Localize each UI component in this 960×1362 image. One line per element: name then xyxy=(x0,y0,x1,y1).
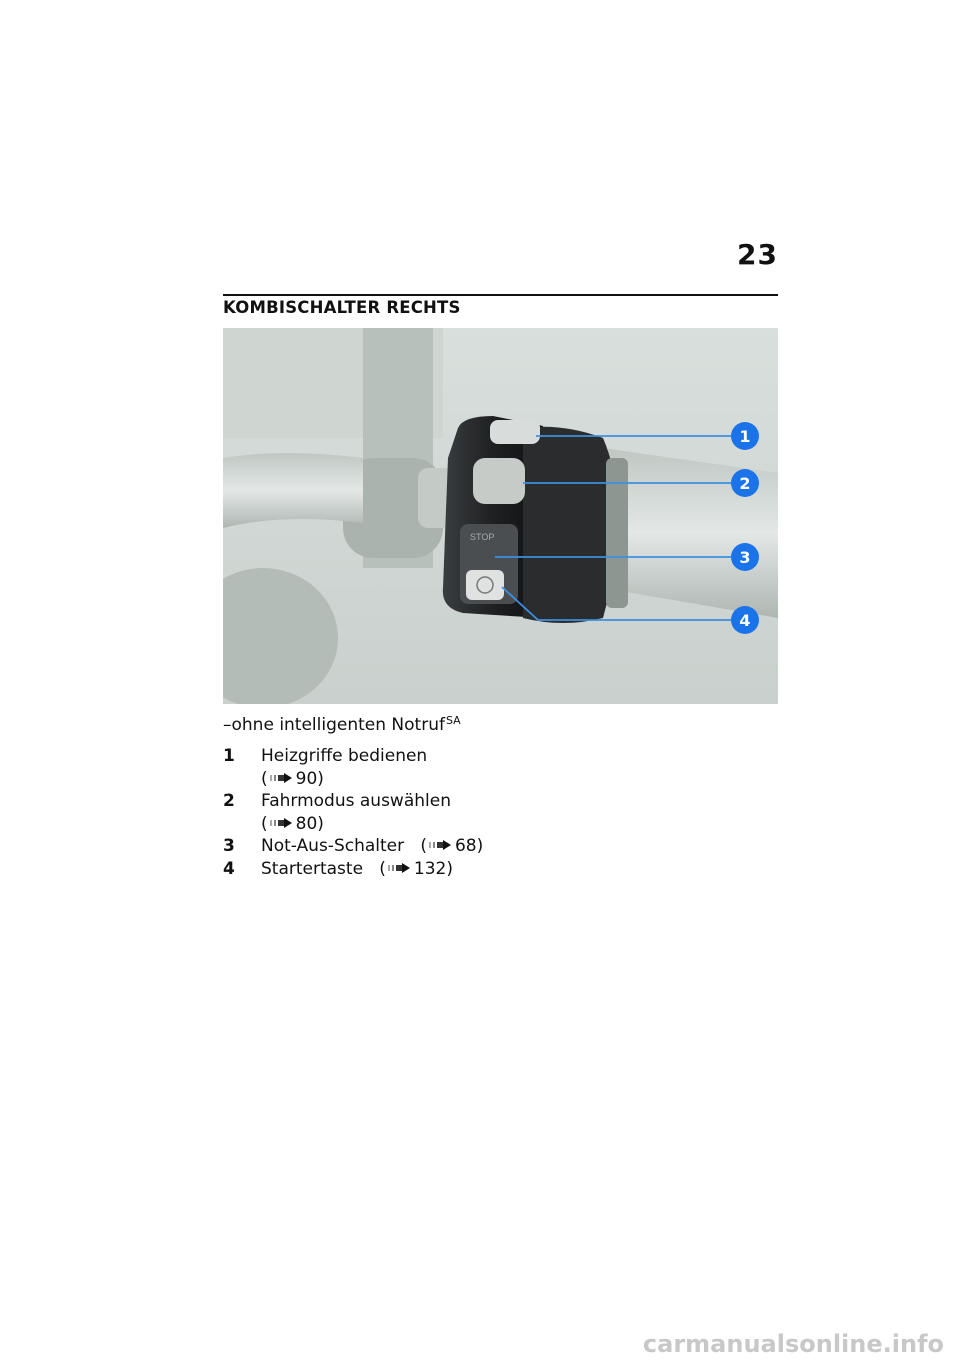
figure-caption xyxy=(223,714,461,735)
callout-2: 2 xyxy=(739,474,751,493)
caption-superscript: SA xyxy=(445,714,461,727)
page-reference-link[interactable]: ( 90) xyxy=(261,768,324,789)
callout-4: 4 xyxy=(739,611,751,630)
legend-label: Not-Aus-Schalter xyxy=(261,836,405,857)
legend-list xyxy=(223,745,483,881)
arrow-right-icon xyxy=(429,840,451,850)
page-reference-link[interactable]: ( 80) xyxy=(261,813,324,834)
legend-label: Fahrmodus auswählen xyxy=(261,791,451,812)
legend-label: Startertaste xyxy=(261,858,364,879)
section-heading: KOMBISCHALTER RECHTS xyxy=(223,298,461,317)
legend-item xyxy=(223,790,483,835)
legend-item xyxy=(223,745,483,790)
stop-label: STOP xyxy=(470,532,495,542)
heading-rule xyxy=(223,294,778,296)
legend-item xyxy=(223,835,483,858)
legend-label: Heizgriffe bedienen xyxy=(261,746,428,766)
callout-3: 3 xyxy=(739,548,751,567)
watermark: carmanualsonline.info xyxy=(642,1330,944,1358)
arrow-right-icon xyxy=(270,773,292,783)
handlebar-switch-illustration xyxy=(223,328,778,704)
page-reference-link[interactable]: ( 68) xyxy=(420,836,484,857)
arrow-right-icon xyxy=(388,863,410,873)
legend-number: 1 xyxy=(223,746,235,766)
callout-1: 1 xyxy=(739,427,751,446)
page-reference-link[interactable]: ( 132) xyxy=(379,858,453,879)
legend-number: 2 xyxy=(223,791,235,812)
arrow-right-icon xyxy=(270,818,292,828)
legend-item xyxy=(223,858,483,881)
caption-text: –ohne intelligenten Notruf xyxy=(223,715,445,735)
legend-number: 3 xyxy=(223,836,235,857)
page-number: 23 xyxy=(737,238,778,271)
legend-number: 4 xyxy=(223,858,235,879)
